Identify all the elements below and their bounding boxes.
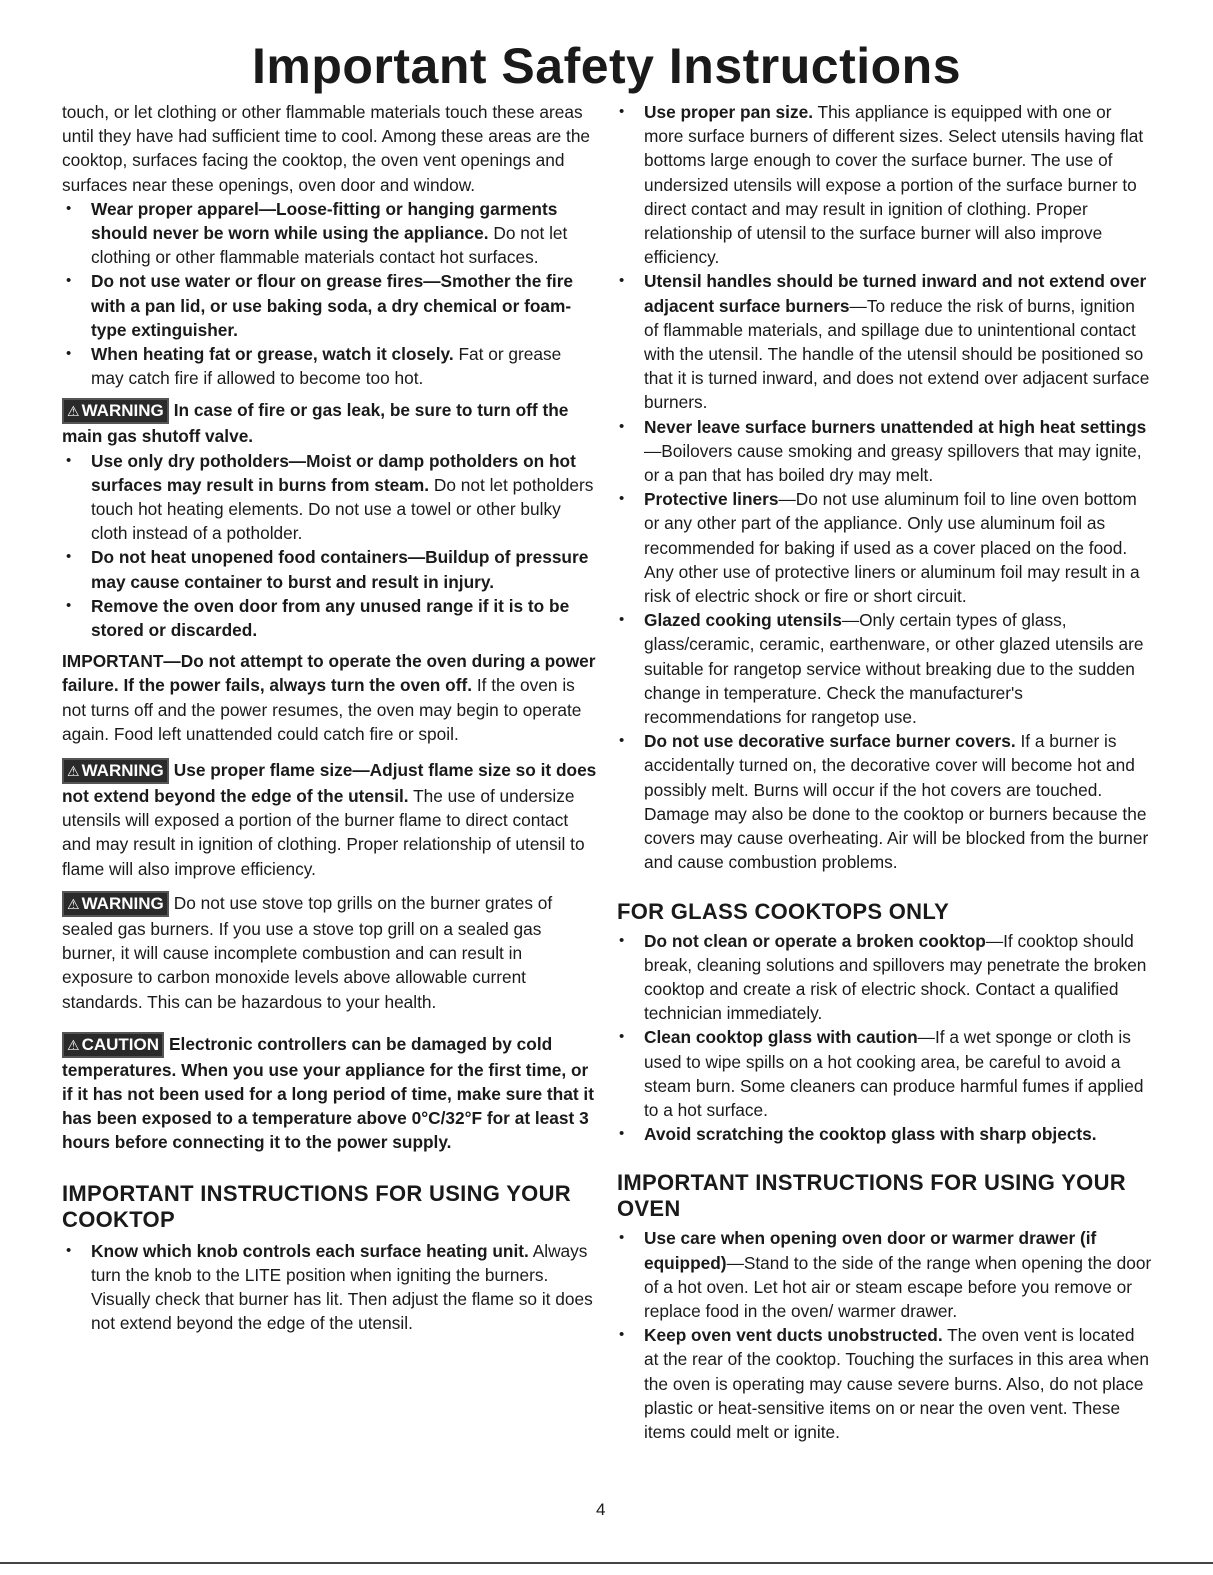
list-item: • Utensil handles should be turned inward and not extend over adjacent surface burners—To reduce the risk of burns, ignition of flammable materials, and spillage due to unintentional contact with the utensil. The handle of the utensil should be positioned so that it is turned inward, and does not extend over adjacent surface burners. [617,269,1152,414]
warning-triangle-icon: ⚠ [67,763,80,780]
section-heading-cooktop: IMPORTANT INSTRUCTIONS FOR USING YOUR COOKTOP [62,1180,571,1232]
list-item: • Do not use water or flour on grease fires—Smother the fire with a pan lid, or use baking soda, a dry chemical or foam-type extinguisher. [62,269,597,342]
caution-triangle-icon: ⚠ [67,1036,80,1053]
list-item: • Use proper pan size. This appliance is equipped with one or more surface burners of different sizes. Select utensils having flat bottoms large enough to cover the surface burner. The use of undersized utensils will expose a portion of the surface burner to direct contact and may result in ignition of clothing. Proper relationship of utensil to the surface burner will also improve efficiency. [617,100,1152,269]
warning-badge: ⚠ WARNING [62,758,169,784]
important-paragraph: IMPORTANT—Do not attempt to operate the oven during a power failure. If the power fails, always turn the oven off. If the oven is not turns off and the power resumes, the oven may begin to operate again. Food left unattended could catch fire or spoil. [62,651,596,744]
bottom-divider [0,1562,1213,1564]
left-column [62,100,597,1335]
list-item: • Use only dry potholders—Moist or damp potholders on hot surfaces may result in burns from steam. Do not let potholders touch hot heating elements. Do not use a towel or other bulky cloth instead of a potholder. [62,449,597,546]
warning-badge: ⚠ WARNING [62,398,169,424]
warning-block: ⚠ WARNING Do not use stove top grills on the burner grates of sealed gas burners. If you use a stove top grill on a sealed gas burner, it will cause incomplete combustion and can result in exposure to carbon monoxide levels above allowable current standards. This can be hazardous to your health. [62,892,553,1012]
list-item: • Remove the oven door from any unused range if it is to be stored or discarded. [62,594,597,642]
caution-block: ⚠ CAUTION Electronic controllers can be damaged by cold temperatures. When you use your appliance for the first time, or if it has not been used for a long period of time, make sure that it has been exposed to a temperature above 0°C/32°F for at least 3 hours before connecting it to the power supply. [62,1033,594,1153]
warning-block: ⚠ WARNING Use proper flame size—Adjust flame size so it does not extend beyond the edge of the utensil. The use of undersize utensils will exposed a portion of the burner flame to direct contact and may result in ignition of clothing. Proper relationship of utensil to flame will also improve efficiency. [62,760,597,879]
section-heading-oven: IMPORTANT INSTRUCTIONS FOR USING YOUR OVEN [617,1170,1126,1222]
list-item: • Never leave surface burners unattended at high heat settings—Boilovers cause smoking and greasy spillovers that may ignite, or a pan that has boiled dry may melt. [617,415,1152,488]
list-item: • Keep oven vent ducts unobstructed. The oven vent is located at the rear of the cooktop. Touching the surfaces in this area when the oven is operating may cause severe burns. Also, do not place plastic or heat-sensitive items on or near the oven vent. These items could melt or ignite. [617,1323,1152,1444]
page-title: Important Safety Instructions [251,38,962,94]
list-item: • Glazed cooking utensils—Only certain types of glass, glass/ceramic, ceramic, earthenware, or other glazed utensils are suitable for rangetop service without breaking due to the sudden change in temperature. Check the manufacturer's recommendations for rangetop use. [617,608,1152,729]
list-item: • Do not clean or operate a broken cooktop—If cooktop should break, cleaning solutions and spillovers may penetrate the broken cooktop and create a risk of electric shock. Contact a qualified technician immediately. [617,929,1152,1026]
page-number: 4 [596,1500,606,1519]
warning-triangle-icon: ⚠ [67,403,80,420]
list-item: • When heating fat or grease, watch it closely. Fat or grease may catch fire if allowed to become too hot. [62,342,597,390]
intro-paragraph: touch, or let clothing or other flammable materials touch these areas until they have had sufficient time to cool. Among these areas are the cooktop, surfaces facing the cooktop, the oven vent openings and surfaces near these openings, oven door and window. [62,102,591,195]
list-item: • Clean cooktop glass with caution—If a wet sponge or cloth is used to wipe spills on a hot cooking area, be careful to avoid a steam burn. Some cleaners can produce harmful fumes if applied to a hot surface. [617,1025,1152,1122]
section-heading-glass: FOR GLASS COOKTOPS ONLY [617,898,950,924]
list-item: • Do not heat unopened food containers—Buildup of pressure may cause container to burst and result in injury. [62,545,597,593]
list-item: • Do not use decorative surface burner covers. If a burner is accidentally turned on, the decorative cover will become hot and possibly melt. Burns will occur if the hot covers are touched. Damage may also be done to the cooktop or burners because the covers may cause overheating. Air will be blocked from the burner and cause combustion problems. [617,729,1152,874]
right-column [617,100,1152,1444]
list-item: • Protective liners—Do not use aluminum foil to line oven bottom or any other part of the appliance. Only use aluminum foil as recommended for baking if used as a cover placed on the food. Any other use of protective liners or aluminum foil may result in a risk of electric shock or fire or short circuit. [617,487,1152,608]
list-item: • Wear proper apparel—Loose-fitting or hanging garments should never be worn while using the appliance. Do not let clothing or other flammable materials contact hot surfaces. [62,197,597,270]
warning-block: ⚠ WARNING In case of fire or gas leak, be sure to turn off the main gas shutoff valve. [62,400,569,447]
warning-badge: ⚠ WARNING [62,891,169,917]
warning-triangle-icon: ⚠ [67,895,80,912]
list-item: • Know which knob controls each surface heating unit. Always turn the knob to the LITE position when igniting the burners. Visually check that burner has lit. Then adjust the flame so it does not extend beyond the edge of the utensil. [62,1239,597,1336]
caution-badge: ⚠ CAUTION [62,1032,164,1058]
list-item: • Avoid scratching the cooktop glass with sharp objects. [617,1122,1152,1146]
list-item: • Use care when opening oven door or warmer drawer (if equipped)—Stand to the side of the range when opening the door of a hot oven. Let hot air or steam escape before you remove or replace food in the oven/ warmer drawer. [617,1226,1152,1323]
